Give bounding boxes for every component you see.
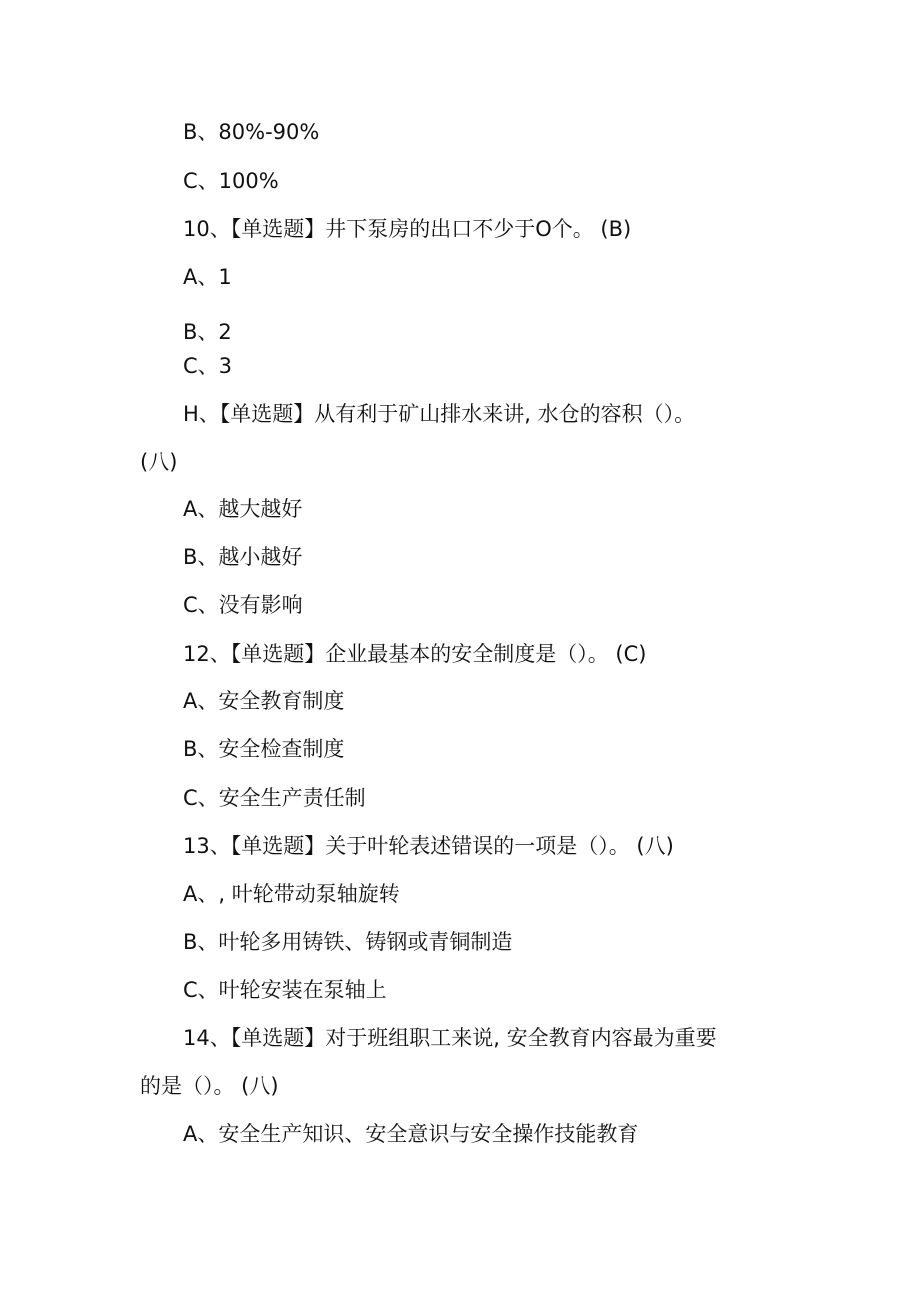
- option-line: C、3: [183, 354, 233, 378]
- question-line: 12、【单选题】企业最基本的安全制度是（）。 (C): [183, 642, 647, 666]
- option-line: C、安全生产责任制: [183, 786, 366, 810]
- option-line: B、2: [183, 320, 232, 344]
- option-line: A、1: [183, 265, 232, 289]
- option-line: B、80%-90%: [183, 120, 320, 144]
- option-line: A、安全教育制度: [183, 689, 345, 713]
- option-line: B、安全检查制度: [183, 737, 345, 761]
- option-line: B、叶轮多用铸铁、铸钢或青铜制造: [183, 930, 513, 954]
- question-line-continued: 的是（）。 (八): [140, 1074, 279, 1098]
- option-line: A、越大越好: [183, 497, 303, 521]
- option-line: A、, 叶轮带动泵轴旋转: [183, 882, 400, 906]
- question-line: 10、【单选题】井下泵房的出口不少于O个。 (B): [183, 217, 632, 241]
- option-line: C、100%: [183, 169, 279, 193]
- option-line: B、越小越好: [183, 545, 303, 569]
- question-line: 13、【单选题】关于叶轮表述错误的一项是（）。 (八): [183, 834, 674, 858]
- question-line: H、【单选题】从有利于矿山排水来讲, 水仓的容积（）。: [183, 402, 696, 426]
- question-line: 14、【单选题】对于班组职工来说, 安全教育内容最为重要: [183, 1026, 717, 1050]
- question-line-continued: (八): [140, 450, 178, 474]
- option-line: A、安全生产知识、安全意识与安全操作技能教育: [183, 1122, 639, 1146]
- option-line: C、叶轮安装在泵轴上: [183, 978, 387, 1002]
- option-line: C、没有影响: [183, 593, 303, 617]
